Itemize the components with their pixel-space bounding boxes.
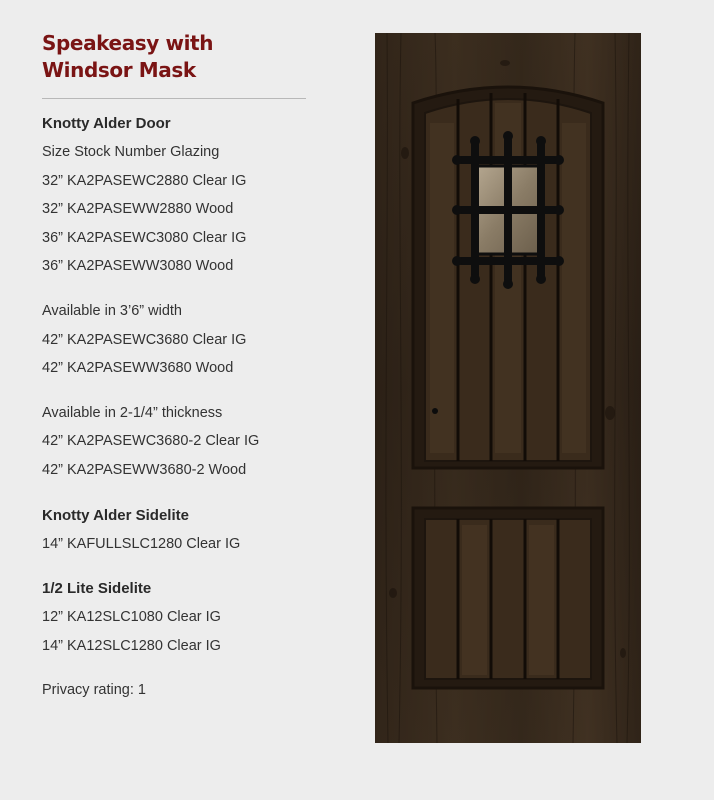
list-item: 36” KA2PASEWW3080 Wood (42, 258, 234, 275)
list-item: 14” KA12SLC1280 Clear IG (42, 637, 221, 654)
privacy-rating: Privacy rating: 1 (42, 682, 146, 699)
product-info (42, 30, 306, 705)
columns-line: Size Stock Number Glazing (42, 144, 220, 160)
door-heading: Knotty Alder Door (42, 115, 171, 132)
list-item: 42” KA2PASEWC3680 Clear IG (42, 331, 247, 348)
list-item: 42” KA2PASEWW3680 Wood (42, 360, 234, 377)
list-item: 12” KA12SLC1080 Clear IG (42, 609, 221, 626)
list-item: 32” KA2PASEWW2880 Wood (42, 201, 234, 218)
half-lite-sidelite-heading: 1/2 Lite Sidelite (42, 580, 152, 598)
latch-dot (432, 408, 438, 414)
list-item: 42” KA2PASEWC3680-2 Clear IG (42, 433, 260, 450)
sidelite-heading: Knotty Alder Sidelite (42, 506, 189, 524)
thickness-option-heading: Available in 2-1/4” thickness (42, 404, 223, 421)
list-item: 32” KA2PASEWC2880 Clear IG (42, 172, 247, 189)
width-option-heading: Available in 3’6” width (42, 302, 182, 319)
spec-list (42, 99, 306, 705)
list-item: 36” KA2PASEWC3080 Clear IG (42, 229, 247, 246)
door-image (375, 33, 641, 743)
list-item: 42” KA2PASEWW3680-2 Wood (42, 461, 247, 478)
list-item: 14” KAFULLSLC1280 Clear IG (42, 535, 241, 552)
product-title: Speakeasy with Windsor Mask (42, 31, 214, 82)
